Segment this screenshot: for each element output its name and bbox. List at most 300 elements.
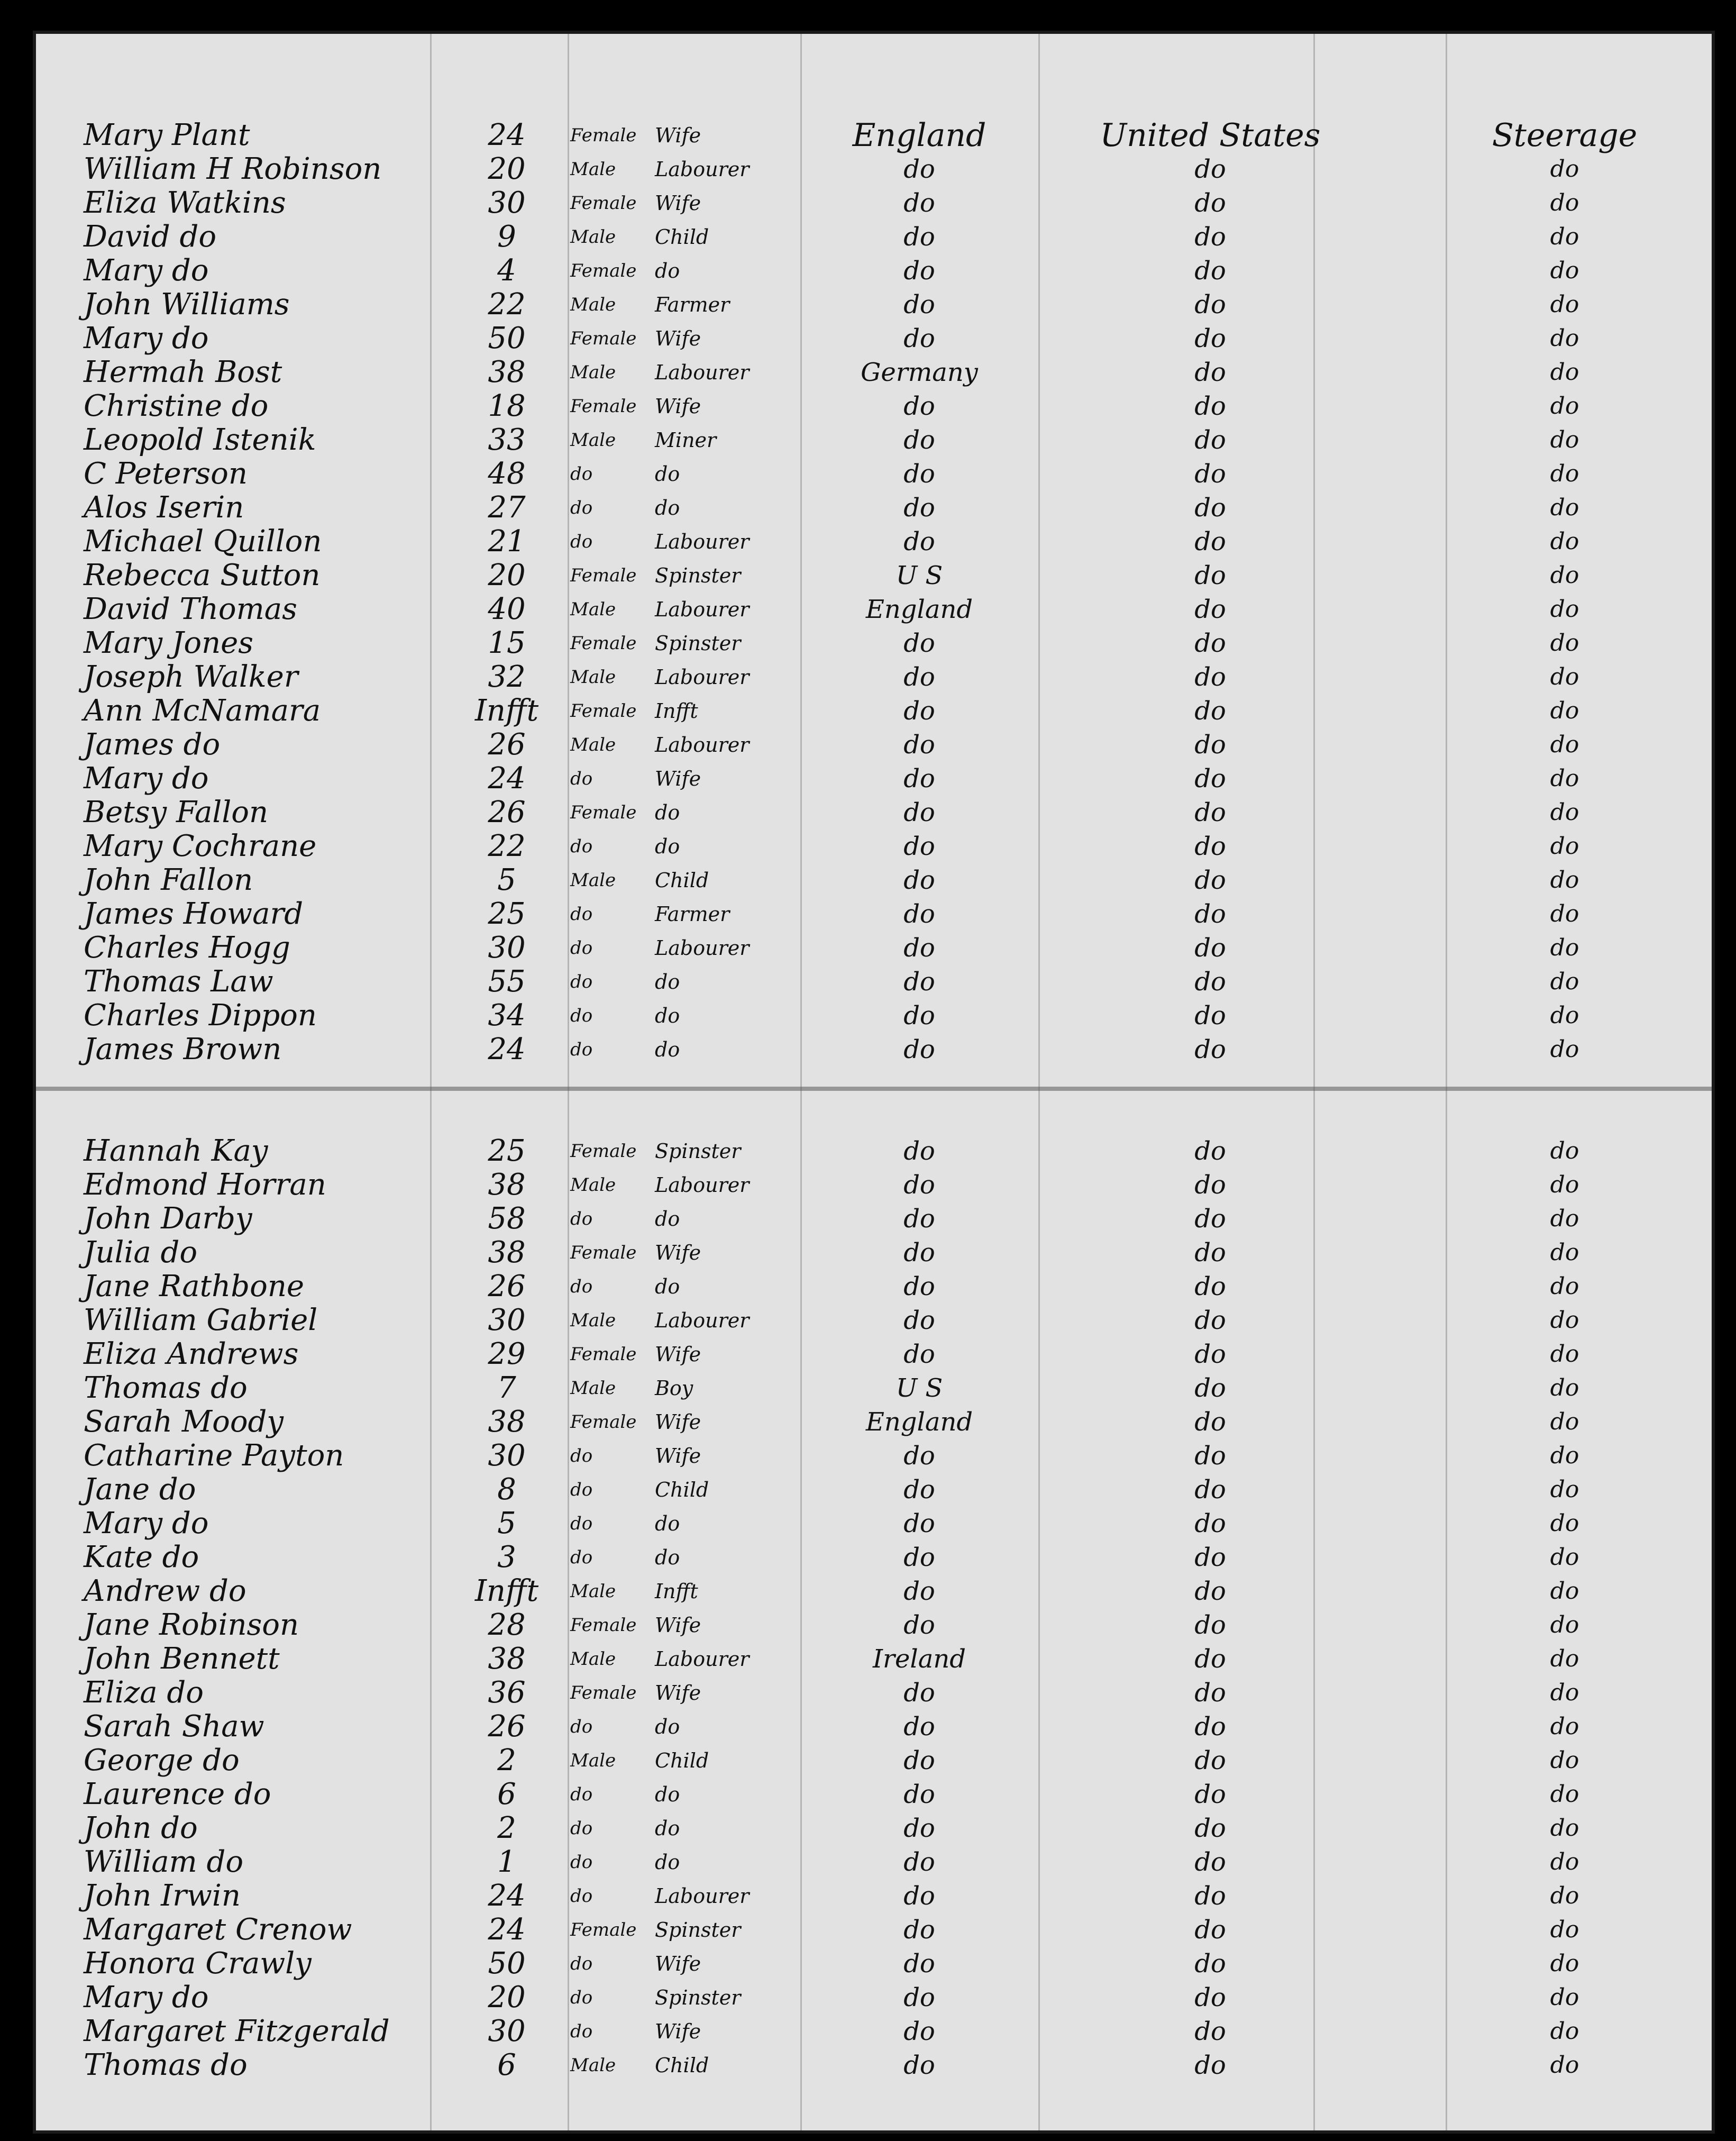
passenger-age: 38 <box>488 1168 526 1202</box>
passenger-name: John Darby <box>84 1201 252 1236</box>
passenger-sex: Male <box>570 667 616 688</box>
passenger-name: Eliza do <box>84 1675 204 1710</box>
passenger-destination: do <box>1194 1441 1226 1471</box>
passenger-row <box>36 999 1712 1033</box>
passenger-destination: do <box>1194 1881 1226 1911</box>
passenger-name: Margaret Crenow <box>84 1912 352 1947</box>
passenger-sex: Female <box>570 193 637 214</box>
passenger-age: 9 <box>497 220 516 254</box>
passenger-row <box>36 1710 1712 1744</box>
passenger-destination: do <box>1194 1915 1226 1945</box>
passenger-row <box>36 423 1712 457</box>
passenger-name: John Irwin <box>84 1879 241 1913</box>
passenger-berth: do <box>1550 189 1579 216</box>
passenger-row <box>36 1236 1712 1270</box>
passenger-country: do <box>903 1780 935 1809</box>
passenger-sex: do <box>570 1885 593 1907</box>
passenger-name: John do <box>84 1811 198 1845</box>
passenger-name: Edmond Horran <box>84 1168 326 1202</box>
passenger-destination: do <box>1194 1746 1226 1775</box>
passenger-sex: Male <box>570 1174 616 1196</box>
passenger-occupation: Wife <box>655 1952 701 1975</box>
passenger-age: 7 <box>497 1371 516 1405</box>
passenger-age: 6 <box>497 2048 516 2082</box>
passenger-row <box>36 965 1712 999</box>
passenger-age: 38 <box>488 355 526 389</box>
passenger-occupation: do <box>655 1038 680 1061</box>
passenger-berth: do <box>1550 1544 1579 1571</box>
passenger-destination: do <box>1194 1373 1226 1403</box>
passenger-row <box>36 1168 1712 1202</box>
passenger-occupation: Wife <box>655 1444 701 1468</box>
passenger-sex: Female <box>570 1615 637 1636</box>
passenger-occupation: Wife <box>655 1241 701 1264</box>
passenger-destination: do <box>1194 1035 1226 1064</box>
passenger-occupation: Spinster <box>655 1140 741 1163</box>
passenger-destination: do <box>1194 425 1226 455</box>
passenger-sex: Male <box>570 734 616 755</box>
passenger-sex: Female <box>570 396 637 417</box>
passenger-occupation: Wife <box>655 124 701 147</box>
passenger-occupation: do <box>655 970 680 994</box>
passenger-row <box>36 897 1712 931</box>
passenger-row <box>36 1947 1712 1981</box>
passenger-country: do <box>903 1441 935 1471</box>
passenger-destination: do <box>1194 764 1226 794</box>
passenger-destination: do <box>1194 1780 1226 1809</box>
passenger-name: Andrew do <box>84 1574 246 1608</box>
passenger-sex: do <box>570 1987 593 2008</box>
passenger-occupation: Infft <box>655 1580 698 1603</box>
passenger-occupation: Labourer <box>655 666 750 689</box>
passenger-destination: do <box>1194 1847 1226 1877</box>
passenger-name: Christine do <box>84 389 269 423</box>
passenger-age: 21 <box>488 524 526 559</box>
passenger-name: George do <box>84 1743 240 1778</box>
passenger-row <box>36 1879 1712 1913</box>
passenger-occupation: Child <box>655 2054 709 2077</box>
passenger-name: Thomas do <box>84 1371 248 1405</box>
passenger-destination: do <box>1194 1238 1226 1268</box>
passenger-country: do <box>903 527 935 557</box>
passenger-row <box>36 660 1712 694</box>
passenger-country: do <box>903 493 935 523</box>
passenger-row <box>36 1202 1712 1236</box>
passenger-destination: do <box>1194 459 1226 489</box>
passenger-country: do <box>903 662 935 692</box>
passenger-destination: do <box>1194 527 1226 557</box>
passenger-name: Joseph Walker <box>84 660 298 694</box>
passenger-country: do <box>903 628 935 658</box>
passenger-berth: do <box>1550 934 1579 961</box>
passenger-sex: Male <box>570 294 616 315</box>
passenger-berth: do <box>1550 291 1579 318</box>
passenger-country: England <box>852 117 986 154</box>
passenger-sex: do <box>570 497 593 518</box>
passenger-berth: do <box>1550 426 1579 453</box>
passenger-berth: do <box>1550 1036 1579 1063</box>
passenger-name: Sarah Shaw <box>84 1709 264 1744</box>
passenger-sex: Female <box>570 565 637 586</box>
manifest-page <box>33 31 1715 2134</box>
passenger-age: 30 <box>488 1303 526 1337</box>
passenger-occupation: do <box>655 1275 680 1298</box>
passenger-row <box>36 728 1712 762</box>
passenger-berth: do <box>1550 1781 1579 1808</box>
passenger-age: 34 <box>488 998 526 1033</box>
passenger-row <box>36 1371 1712 1405</box>
passenger-country: do <box>903 256 935 286</box>
passenger-row <box>36 220 1712 254</box>
passenger-berth: do <box>1550 1307 1579 1334</box>
passenger-age: 26 <box>488 1269 526 1304</box>
passenger-destination: do <box>1194 1509 1226 1538</box>
passenger-row <box>36 152 1712 186</box>
passenger-occupation: do <box>655 496 680 520</box>
passenger-sex: do <box>570 1818 593 1839</box>
passenger-country: do <box>903 1001 935 1031</box>
passenger-occupation: Wife <box>655 1410 701 1434</box>
passenger-sex: Male <box>570 1648 616 1670</box>
passenger-row <box>36 1574 1712 1608</box>
passenger-age: 30 <box>488 1438 526 1473</box>
passenger-row <box>36 1744 1712 1778</box>
passenger-destination: do <box>1194 154 1226 184</box>
passenger-destination: do <box>1194 1306 1226 1335</box>
passenger-sex: Male <box>570 870 616 891</box>
passenger-age: 50 <box>488 1946 526 1981</box>
passenger-sex: do <box>570 463 593 485</box>
passenger-age: 38 <box>488 1235 526 1270</box>
passenger-country: do <box>903 730 935 760</box>
passenger-row <box>36 1913 1712 1947</box>
passenger-sex: Female <box>570 260 637 281</box>
passenger-berth: do <box>1550 1984 1579 2011</box>
passenger-row <box>36 186 1712 220</box>
passenger-age: 20 <box>488 1980 526 2015</box>
passenger-destination: United States <box>1100 117 1321 154</box>
page-fold <box>36 1087 1712 1091</box>
passenger-sex: Female <box>570 1682 637 1703</box>
passenger-name: Mary do <box>84 253 209 288</box>
passenger-country: do <box>903 865 935 895</box>
passenger-destination: do <box>1194 2051 1226 2080</box>
passenger-age: 20 <box>488 558 526 593</box>
passenger-name: Jane Rathbone <box>84 1269 305 1304</box>
passenger-occupation: do <box>655 462 680 486</box>
passenger-row <box>36 1033 1712 1067</box>
passenger-name: Mary do <box>84 761 209 796</box>
passenger-name: William H Robinson <box>84 152 382 186</box>
passenger-berth: do <box>1550 968 1579 995</box>
passenger-sex: Female <box>570 125 637 146</box>
passenger-berth: do <box>1550 1205 1579 1232</box>
passenger-name: James Howard <box>84 897 304 931</box>
passenger-age: 38 <box>488 1405 526 1439</box>
passenger-name: Mary do <box>84 1980 209 2015</box>
passenger-sex: Male <box>570 2055 616 2076</box>
passenger-occupation: Wife <box>655 327 701 350</box>
passenger-age: 3 <box>497 1540 516 1574</box>
passenger-occupation: Labourer <box>655 1647 750 1671</box>
passenger-name: Hannah Kay <box>84 1134 268 1168</box>
passenger-row <box>36 694 1712 728</box>
passenger-name: William do <box>84 1845 244 1879</box>
passenger-name: John Williams <box>84 287 290 322</box>
passenger-country: England <box>865 1407 973 1437</box>
passenger-country: do <box>903 391 935 421</box>
passenger-age: 25 <box>488 1134 526 1168</box>
passenger-sex: Female <box>570 1141 637 1162</box>
passenger-row <box>36 525 1712 559</box>
passenger-destination: do <box>1194 1610 1226 1640</box>
passenger-occupation: Miner <box>655 429 717 452</box>
passenger-destination: do <box>1194 662 1226 692</box>
passenger-occupation: Spinster <box>655 632 741 655</box>
passenger-name: Mary Cochrane <box>84 829 317 863</box>
passenger-occupation: Wife <box>655 192 701 215</box>
passenger-age: 24 <box>488 1879 526 1913</box>
passenger-country: do <box>903 1509 935 1538</box>
passenger-row <box>36 796 1712 830</box>
passenger-name: Jane Robinson <box>84 1608 299 1642</box>
passenger-destination: do <box>1194 1170 1226 1200</box>
passenger-sex: Female <box>570 802 637 823</box>
passenger-row <box>36 1811 1712 1845</box>
passenger-row <box>36 2015 1712 2048</box>
passenger-name: Mary Jones <box>84 626 254 660</box>
passenger-row <box>36 1845 1712 1879</box>
passenger-occupation: Spinster <box>655 1918 741 1942</box>
passenger-age: Infft <box>474 1574 539 1608</box>
passenger-country: do <box>903 459 935 489</box>
passenger-country: do <box>903 1881 935 1911</box>
passenger-name: Charles Dippon <box>84 998 317 1033</box>
passenger-country: do <box>903 1204 935 1234</box>
passenger-occupation: Labourer <box>655 1173 750 1197</box>
passenger-row <box>36 1405 1712 1439</box>
passenger-destination: do <box>1194 358 1226 387</box>
passenger-row <box>36 593 1712 626</box>
passenger-row <box>36 457 1712 491</box>
passenger-berth: do <box>1550 1916 1579 1943</box>
passenger-country: do <box>903 1746 935 1775</box>
passenger-age: 18 <box>488 389 526 423</box>
passenger-sex: do <box>570 836 593 857</box>
passenger-occupation: Labourer <box>655 733 750 757</box>
passenger-country: do <box>903 222 935 252</box>
passenger-sex: do <box>570 1852 593 1873</box>
passenger-destination: do <box>1194 1644 1226 1674</box>
passenger-sex: Female <box>570 1344 637 1365</box>
passenger-row <box>36 1642 1712 1676</box>
passenger-berth: do <box>1550 1002 1579 1029</box>
passenger-berth: do <box>1550 1950 1579 1977</box>
passenger-name: John Bennett <box>84 1642 280 1676</box>
passenger-row <box>36 119 1712 152</box>
passenger-sex: do <box>570 937 593 959</box>
passenger-name: Honora Crawly <box>84 1946 312 1981</box>
passenger-age: 2 <box>497 1743 516 1778</box>
passenger-berth: do <box>1550 460 1579 487</box>
passenger-country: do <box>903 1949 935 1979</box>
passenger-age: 26 <box>488 795 526 830</box>
passenger-berth: do <box>1550 325 1579 352</box>
passenger-name: Eliza Watkins <box>84 186 286 220</box>
passenger-row <box>36 1439 1712 1473</box>
passenger-sex: Male <box>570 159 616 180</box>
passenger-occupation: Child <box>655 1749 709 1772</box>
passenger-sex: Female <box>570 700 637 722</box>
passenger-occupation: do <box>655 1817 680 1840</box>
passenger-age: 58 <box>488 1201 526 1236</box>
passenger-destination: do <box>1194 1543 1226 1572</box>
passenger-sex: Male <box>570 1581 616 1602</box>
passenger-name: Julia do <box>84 1235 198 1270</box>
passenger-destination: do <box>1194 290 1226 320</box>
passenger-age: 5 <box>497 863 516 897</box>
passenger-destination: do <box>1194 493 1226 523</box>
passenger-occupation: do <box>655 835 680 858</box>
passenger-country: do <box>903 1577 935 1606</box>
passenger-berth: do <box>1550 1510 1579 1537</box>
passenger-name: Margaret Fitzgerald <box>84 2014 390 2048</box>
passenger-name: Betsy Fallon <box>84 795 269 830</box>
passenger-berth: do <box>1550 1374 1579 1401</box>
passenger-row <box>36 1541 1712 1574</box>
passenger-berth: do <box>1550 1679 1579 1706</box>
passenger-sex: do <box>570 904 593 925</box>
passenger-berth: do <box>1550 1815 1579 1842</box>
passenger-berth: do <box>1550 833 1579 860</box>
passenger-sex: Female <box>570 1242 637 1263</box>
passenger-country: do <box>903 1306 935 1335</box>
passenger-destination: do <box>1194 188 1226 218</box>
passenger-country: do <box>903 1543 935 1572</box>
passenger-berth: do <box>1550 697 1579 724</box>
passenger-row <box>36 288 1712 322</box>
passenger-occupation: Labourer <box>655 1309 750 1332</box>
passenger-age: 29 <box>488 1337 526 1371</box>
passenger-row <box>36 2048 1712 2082</box>
passenger-occupation: Wife <box>655 2020 701 2043</box>
passenger-berth: do <box>1550 2018 1579 2045</box>
passenger-destination: do <box>1194 832 1226 861</box>
passenger-age: 2 <box>497 1811 516 1845</box>
passenger-age: 32 <box>488 660 526 694</box>
passenger-occupation: Wife <box>655 1681 701 1705</box>
passenger-age: 22 <box>488 829 526 863</box>
passenger-berth: do <box>1550 494 1579 521</box>
passenger-country: do <box>903 324 935 353</box>
passenger-age: 55 <box>488 964 526 999</box>
passenger-name: Kate do <box>84 1540 199 1574</box>
passenger-occupation: Labourer <box>655 936 750 960</box>
passenger-age: 8 <box>497 1472 516 1507</box>
passenger-berth: do <box>1550 393 1579 420</box>
passenger-age: 40 <box>488 592 526 626</box>
passenger-country: do <box>903 1136 935 1166</box>
passenger-occupation: Labourer <box>655 158 750 181</box>
passenger-country: do <box>903 1238 935 1268</box>
passenger-destination: do <box>1194 561 1226 590</box>
passenger-sex: do <box>570 1276 593 1297</box>
passenger-country: do <box>903 967 935 997</box>
passenger-destination: do <box>1194 1272 1226 1301</box>
passenger-age: 15 <box>488 626 526 660</box>
passenger-age: 48 <box>488 457 526 491</box>
passenger-name: John Fallon <box>84 863 253 897</box>
passenger-berth: do <box>1550 765 1579 792</box>
passenger-berth: do <box>1550 663 1579 690</box>
passenger-sex: do <box>570 971 593 992</box>
passenger-row <box>36 1270 1712 1304</box>
passenger-berth: do <box>1550 1882 1579 1909</box>
passenger-row <box>36 389 1712 423</box>
passenger-country: do <box>903 1475 935 1505</box>
passenger-row <box>36 1676 1712 1710</box>
passenger-name: Mary do <box>84 1506 209 1541</box>
passenger-row <box>36 1507 1712 1541</box>
passenger-country: do <box>903 425 935 455</box>
passenger-age: 22 <box>488 287 526 322</box>
passenger-name: Mary do <box>84 321 209 356</box>
passenger-sex: do <box>570 1479 593 1500</box>
passenger-row <box>36 1337 1712 1371</box>
passenger-sex: do <box>570 2021 593 2042</box>
passenger-country: do <box>903 933 935 963</box>
passenger-country: do <box>903 1678 935 1708</box>
passenger-country: do <box>903 696 935 726</box>
passenger-occupation: Child <box>655 1478 709 1501</box>
passenger-name: Eliza Andrews <box>84 1337 299 1371</box>
passenger-age: 27 <box>488 490 526 525</box>
passenger-name: Laurence do <box>84 1777 271 1811</box>
passenger-country: do <box>903 1915 935 1945</box>
passenger-berth: do <box>1550 1578 1579 1605</box>
passenger-country: do <box>903 1814 935 1843</box>
passenger-age: 4 <box>497 253 516 288</box>
passenger-country: do <box>903 1712 935 1742</box>
passenger-age: 30 <box>488 931 526 965</box>
passenger-sex: Female <box>570 1919 637 1940</box>
passenger-country: U S <box>896 1373 943 1403</box>
passenger-country: do <box>903 1983 935 2012</box>
passenger-name: Catharine Payton <box>84 1438 344 1473</box>
passenger-name: Charles Hogg <box>84 931 290 965</box>
passenger-berth: do <box>1550 731 1579 758</box>
passenger-name: Sarah Moody <box>84 1405 284 1439</box>
passenger-destination: do <box>1194 730 1226 760</box>
passenger-occupation: Labourer <box>655 1884 750 1908</box>
passenger-berth: do <box>1550 900 1579 927</box>
passenger-age: 26 <box>488 727 526 762</box>
passenger-occupation: Infft <box>655 699 698 723</box>
passenger-berth: do <box>1550 1137 1579 1164</box>
passenger-destination: do <box>1194 933 1226 963</box>
passenger-row <box>36 1473 1712 1507</box>
passenger-occupation: do <box>655 1715 680 1738</box>
passenger-age: 26 <box>488 1709 526 1744</box>
passenger-destination: do <box>1194 899 1226 929</box>
passenger-occupation: Wife <box>655 1614 701 1637</box>
passenger-berth: do <box>1550 630 1579 657</box>
passenger-age: 38 <box>488 1642 526 1676</box>
passenger-row <box>36 254 1712 288</box>
passenger-country: do <box>903 798 935 827</box>
passenger-destination: do <box>1194 696 1226 726</box>
passenger-country: do <box>903 2051 935 2080</box>
